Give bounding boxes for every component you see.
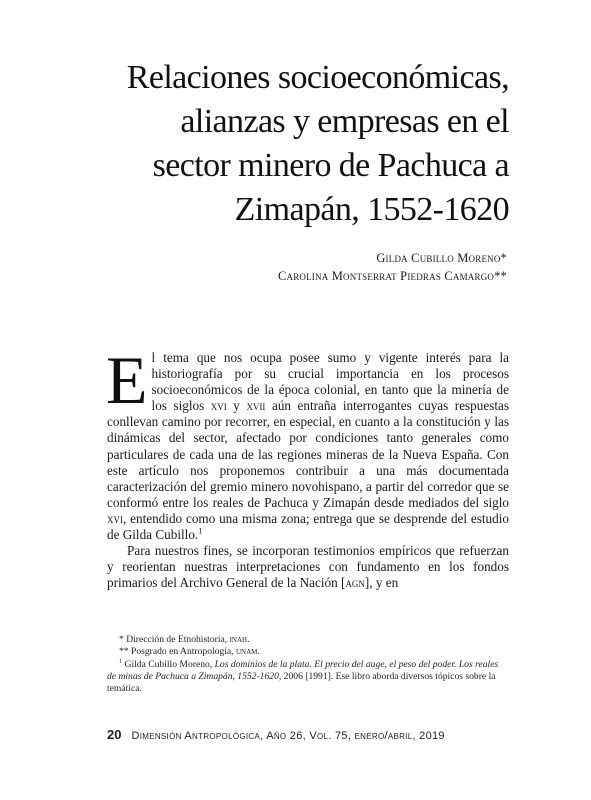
title-line: Zimapán, 1552-1620 — [234, 191, 509, 228]
page-number: 20 — [107, 727, 122, 742]
title-line: alianzas y empresas en el — [180, 103, 509, 140]
author-name: Gilda Cubillo Moreno* — [376, 251, 507, 265]
footnote-ref[interactable]: 1 — [198, 525, 203, 536]
author-name: Carolina Montserrat Piedras Camargo** — [277, 269, 507, 283]
paragraph: El tema que nos ocupa posee sumo y vigente interés para la historiografía por su crucial importancia en los procesos socioeconómicos de la época colonial, en tanto que la minería de los siglos xvi y xvii aún entraña interrogantes cuyas respuestas conllevan camino por recorrer, en especial, en cuanto a la constitución y las dinámicas del sector, afectado por condiciones tanto generales como particulares de cada una de las regiones mineras de la Nueva España. Con este artículo nos proponemos contribuir a una más documentada caracterización del gremio minero novohispano, a partir del corredor que se conformó entre los reales de Pachuca y Zimapán desde mediados del siglo xvi, entendido como una misma zona; entrega que se desprende del estudio de Gilda Cubillo.$^1$ — [106, 342, 509, 543]
footnote: $^1$ Gilda Cubillo Moreno, Los dominios de la plata. El precio del auge, el peso del poder. Los reales de minas de Pachuca a Zimapán, 1552-1620, 2006 [1991]. Ese libro aborda diversos tópicos sobre la temática. — [107, 657, 499, 695]
drop-cap: E — [106, 342, 148, 418]
footnote: ** Posgrado en Antropología, unam. — [119, 646, 260, 658]
journal-citation: Dimensión Antropológica, Año 26, Vol. 75, enero/abril, 2019 — [131, 730, 445, 742]
article-title — [89, 56, 509, 232]
footnote: * Dirección de Etnohistoria, inah. — [119, 634, 250, 645]
title-line: sector minero de Pachuca a — [152, 147, 509, 184]
article-body — [106, 342, 509, 591]
author-list — [87, 249, 507, 285]
footnotes — [107, 634, 509, 695]
page-footer — [107, 727, 527, 742]
paragraph: Para nuestros fines, se incorporan testimonios empíricos que refuerzan y reorientan nuestras interpretaciones con fundamento en los fondos primarios del Archivo General de la Nación [agn], y en — [107, 543, 509, 591]
title-line: Relaciones socioeconómicas, — [126, 59, 509, 96]
